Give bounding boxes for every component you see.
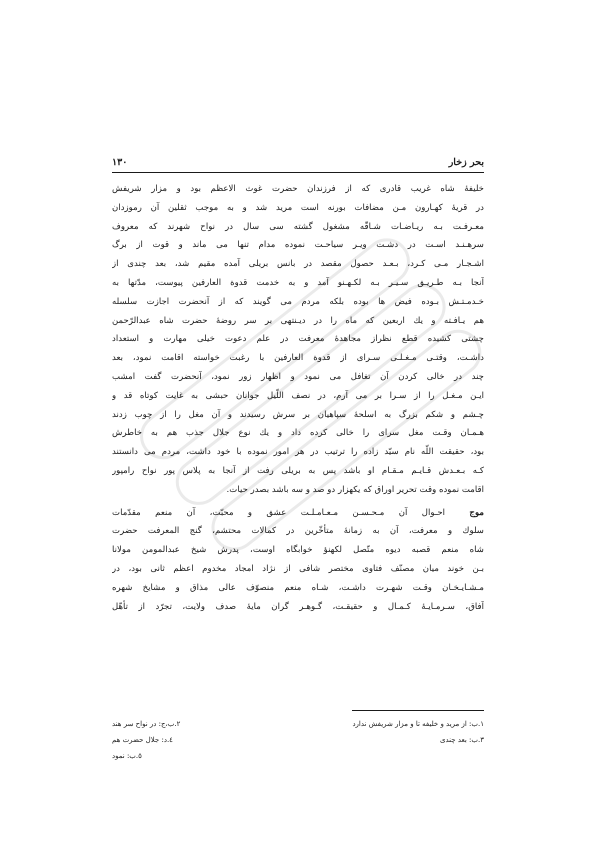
header-divider — [112, 172, 484, 173]
paragraph-2 — [112, 504, 484, 617]
text-line: ایـن مـغـل را از سـرا بر می آرم، در نصف اللّیل جوانان حبشی به غایت کوتاه قد و — [112, 390, 484, 401]
footnote: ١.ب: از مرید و خلیفه تا و مزار شریفش ندارد — [352, 720, 484, 728]
text-line: سلوك و معرفت، آن به زمانهٔ متأخّرین در کمالات محتشم، گنج المعرفت حضرت — [112, 526, 484, 537]
footnote: ٤.د: جلال حضرت هم — [112, 736, 173, 744]
text-line: معـرفـت بـه ریـاضـات شـاقّه مشغول گشته سی سال در نواح شهرند که معروف — [112, 221, 484, 232]
footnote: ٣.ب: بعد چندی — [440, 736, 484, 744]
footnote: ٢.ب،ج: در نواح سر هند — [112, 720, 181, 728]
footnotes — [112, 716, 484, 764]
section-first-line — [112, 504, 484, 523]
text-line: چشتی کشیده قطع نظراز مجاهدهٔ معرفت در علم دعوت خیلی مهارت و استعداد — [112, 334, 484, 345]
page-body — [112, 180, 484, 616]
footnote-row — [112, 732, 484, 748]
text-line: هـمـان وقـت مغل سرای را خالی کرده داد و یك نوع جلال جذب هم به خاطرش — [112, 428, 484, 439]
text-line: کـه بـعـدش قـایـم مـقـام او باشد پس به بریلی رفت از آنجا به پلاس پور نواح رامپور — [112, 465, 484, 476]
text-line: بود، حقیقت اللّه نام سیّد زاده را ترتیب در هر امور نموده با خود داشت، مردم می دانستند — [112, 447, 484, 458]
footnote-divider — [352, 710, 484, 711]
text-line: شاه منعم قصبه دیوه متّصل لکهنؤ خوابگاه اوست، پدرش شیخ عبدالمومن مولانا — [112, 545, 484, 556]
footnote-row — [112, 716, 484, 732]
text-line: خـدمـتـش بـوده فیض ها بوده بلکه مردم می گویند که از آنحضرت اجازت سلسله — [112, 296, 484, 307]
paragraph-1 — [112, 180, 484, 500]
book-title: بحر زخار — [448, 156, 484, 168]
text-line: بـن خوند میان مصنّف فتاوی مختصر شافی از نژاد امجاد مخدوم اعظم ثانی بود، در — [112, 563, 484, 574]
text-line: اشـجـار مـی کـرد، بـعـد حصول مقصد در بانس بریلی آمده مقیم شد، بعد چندی از — [112, 259, 484, 270]
text-line: سرهـنـد اسـت در دشـت ویـر سیاحـت نموده مدام تنها می ماند و قوت از برگ — [112, 240, 484, 251]
footnote-row — [112, 748, 484, 764]
text-line: آفاق، سـرمـایـهٔ کـمـال و حقیقـت، گـوهـر گران مایهٔ صدف ولایت، تجرّد از تأهّل — [112, 601, 484, 612]
text-line: هم یـافـته و یك اربعین که ماه را در دیـنتهی بر سر روضهٔ حضرت شاه عبدالرّحمن — [112, 315, 484, 326]
text-line: مـشـایـخـان وقـت شهـرت داشـت، شـاه منعم منصوّف عالی مذاق و مشایخ شهره — [112, 582, 484, 593]
text-line: آنجا بـه طـریـق سـیـر بـه لکـهـنو آمد و به خدمت قدوة العارفین پیوست، مدّتها به — [112, 277, 484, 288]
text-line: در قریهٔ کهـارون مـن مضافات بورنه است مرید شد و به موجب ثقلین آن رموزدان — [112, 202, 484, 213]
text-line: چند در خالی کردن آن تغافل می نمود و اظهار زور نمود، آنحضرت گفت امشب — [112, 371, 484, 382]
page-number: ١٣٠ — [112, 156, 128, 168]
footnote: ٥.ب: نمود — [112, 752, 142, 760]
section-heading: موج — [469, 507, 484, 518]
section-first-text: احـوال آن مـحـسـن مـعـامـلـت عشق و محبّت، آن منعم مقدّمات — [112, 507, 446, 518]
text-line: داشـت، وقتـی مـغـلـی سـرای از قدوة العارفین با رغبت خواسته اقامت نمود، بعد — [112, 353, 484, 364]
text-line: اقامت نموده وقت تحریر اوراق که یکهزار دو صد و سه باشد بصدر حیات. — [226, 484, 484, 495]
page-header — [112, 155, 484, 169]
text-line: خلیفهٔ شاه غریب قادری که از فرزندان حضرت غوث الاعظم بود و مزار شریفش — [112, 184, 484, 194]
text-line: چـشم و شکم بزرگ به اسلحهٔ سپاهیان بر سرش رسیدند و آن مغل را از چوب زدند — [112, 409, 484, 420]
